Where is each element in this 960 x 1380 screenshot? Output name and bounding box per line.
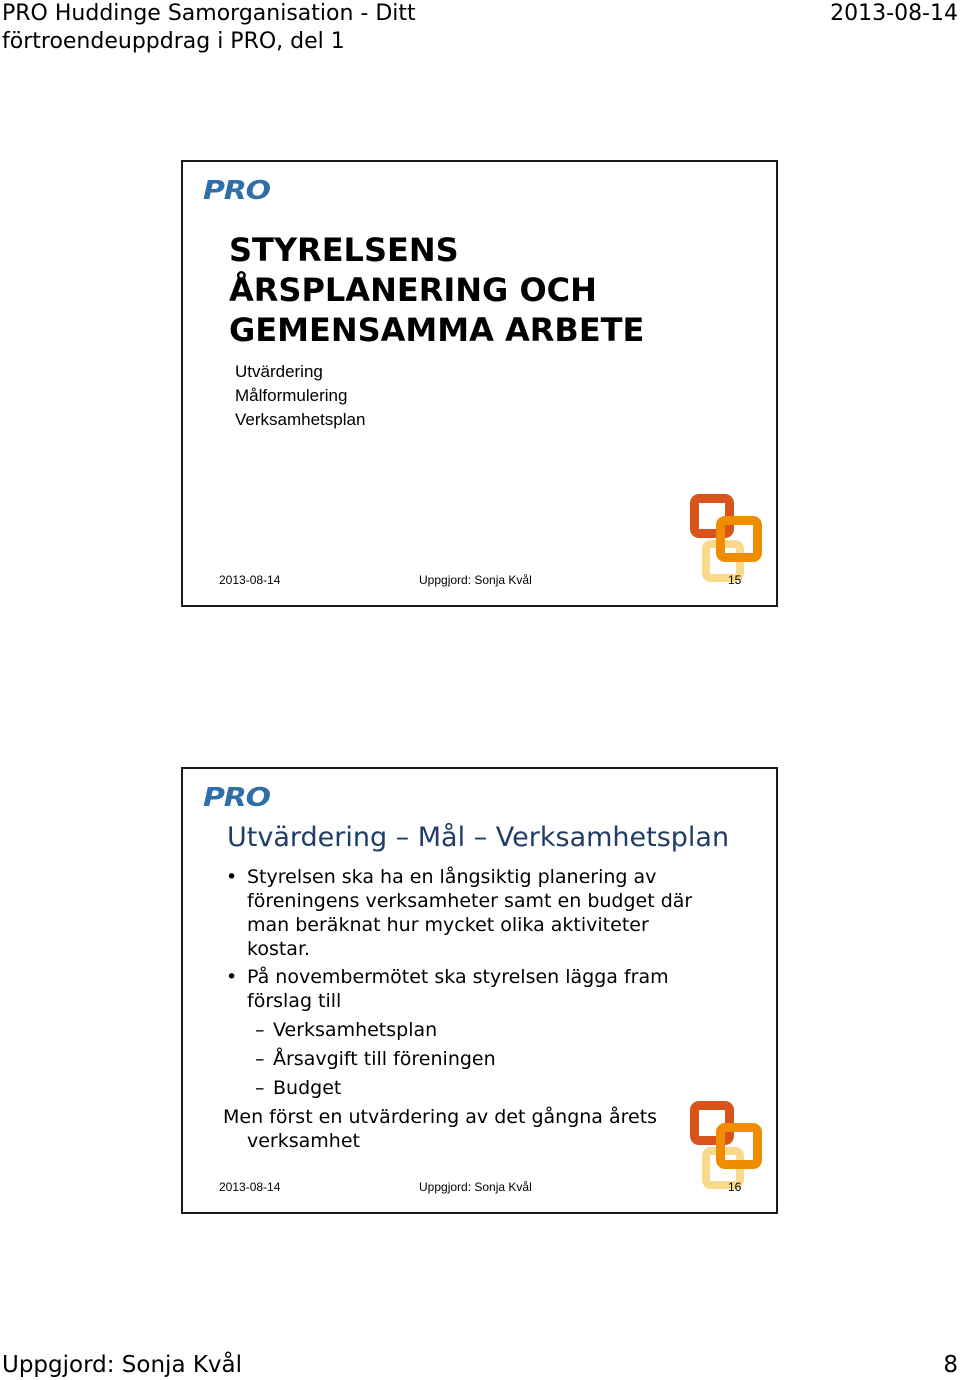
sub-bullet-text: Verksamhetsplan [273,1019,438,1041]
slide-title: STYRELSENS ÅRSPLANERING OCH GEMENSAMMA ARBETE [229,231,645,349]
slide-footer-date: 2013-08-14 [219,573,281,587]
slide-15 [181,160,778,607]
bullet-text: Styrelsen ska ha en långsiktig planering av föreningens verksamheter samt en budget där man beräknat hur mycket olika aktiviteter kostar. [247,866,693,960]
slide-heading: Utvärdering – Mål – Verksamhetsplan [227,822,730,853]
page-number: 8 [943,1352,958,1378]
closing-text: Men först en utvärdering av det gångna årets verksamhet [223,1106,658,1152]
bullet-dot-icon: • [226,966,238,988]
bullet-dot-icon: • [226,866,238,888]
sub-bullet-item [223,1076,703,1100]
page-header-date: 2013-08-14 [830,1,958,26]
bullet-item [223,865,703,961]
list-item: Målformulering [235,386,348,405]
slide-footer [183,1178,776,1198]
page-header-title: PRO Huddinge Samorganisation - Ditt förtroendeuppdrag i PRO, del 1 [2,1,416,54]
pro-logo: PRO [203,176,270,206]
list-item: Verksamhetsplan [235,410,366,429]
dash-icon: – [255,1048,265,1070]
slide-number: 15 [728,573,742,587]
sub-bullet-item [223,1047,703,1071]
bullet-list [223,865,703,1153]
list-item: Utvärdering [235,362,323,381]
slide-footer-date: 2013-08-14 [219,1180,281,1194]
dash-icon: – [255,1019,265,1041]
slide-footer [183,571,776,591]
page-footer-author: Uppgjord: Sonja Kvål [2,1352,243,1378]
slide-footer-author: Uppgjord: Sonja Kvål [419,1180,532,1194]
sub-bullet-item [223,1018,703,1042]
pro-logo: PRO [203,783,270,813]
dash-icon: – [255,1077,265,1099]
slide-number: 16 [728,1180,742,1194]
sub-bullet-text: Årsavgift till föreningen [273,1048,496,1070]
slide-subtitle-list [235,360,365,432]
bullet-item [223,965,703,1013]
slide-16 [181,767,778,1214]
sub-bullet-text: Budget [273,1077,342,1099]
slide-footer-author: Uppgjord: Sonja Kvål [419,573,532,587]
bullet-text: På novembermötet ska styrelsen lägga fram förslag till [247,966,669,1012]
